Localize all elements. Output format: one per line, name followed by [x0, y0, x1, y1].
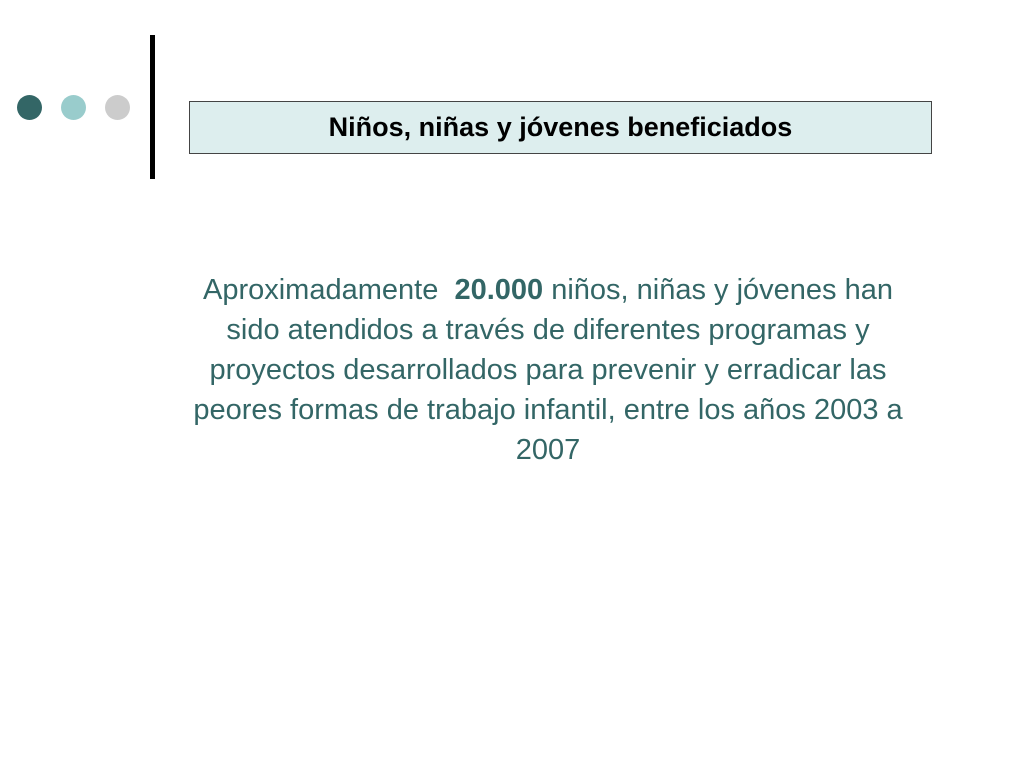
- decorative-dot-gray: [105, 95, 130, 120]
- slide-title-box: [189, 101, 932, 154]
- body-text-prefix: Aproximadamente: [202, 274, 455, 306]
- decorative-dot-light: [61, 95, 86, 120]
- decorative-dot-dark: [17, 95, 42, 120]
- body-highlight-number: 20.000: [454, 274, 544, 306]
- body-text-suffix: niños, niñas y jóvenes han sido atendidos a través de diferentes programas y proyectos desarrollados para prevenir y erradicar las peores formas de trabajo infantil, entre los años 2003 a 2007: [193, 274, 903, 466]
- slide-body-text: [180, 270, 916, 470]
- slide-title: Niños, niñas y jóvenes beneficiados: [328, 112, 793, 142]
- decorative-vertical-line: [150, 35, 155, 179]
